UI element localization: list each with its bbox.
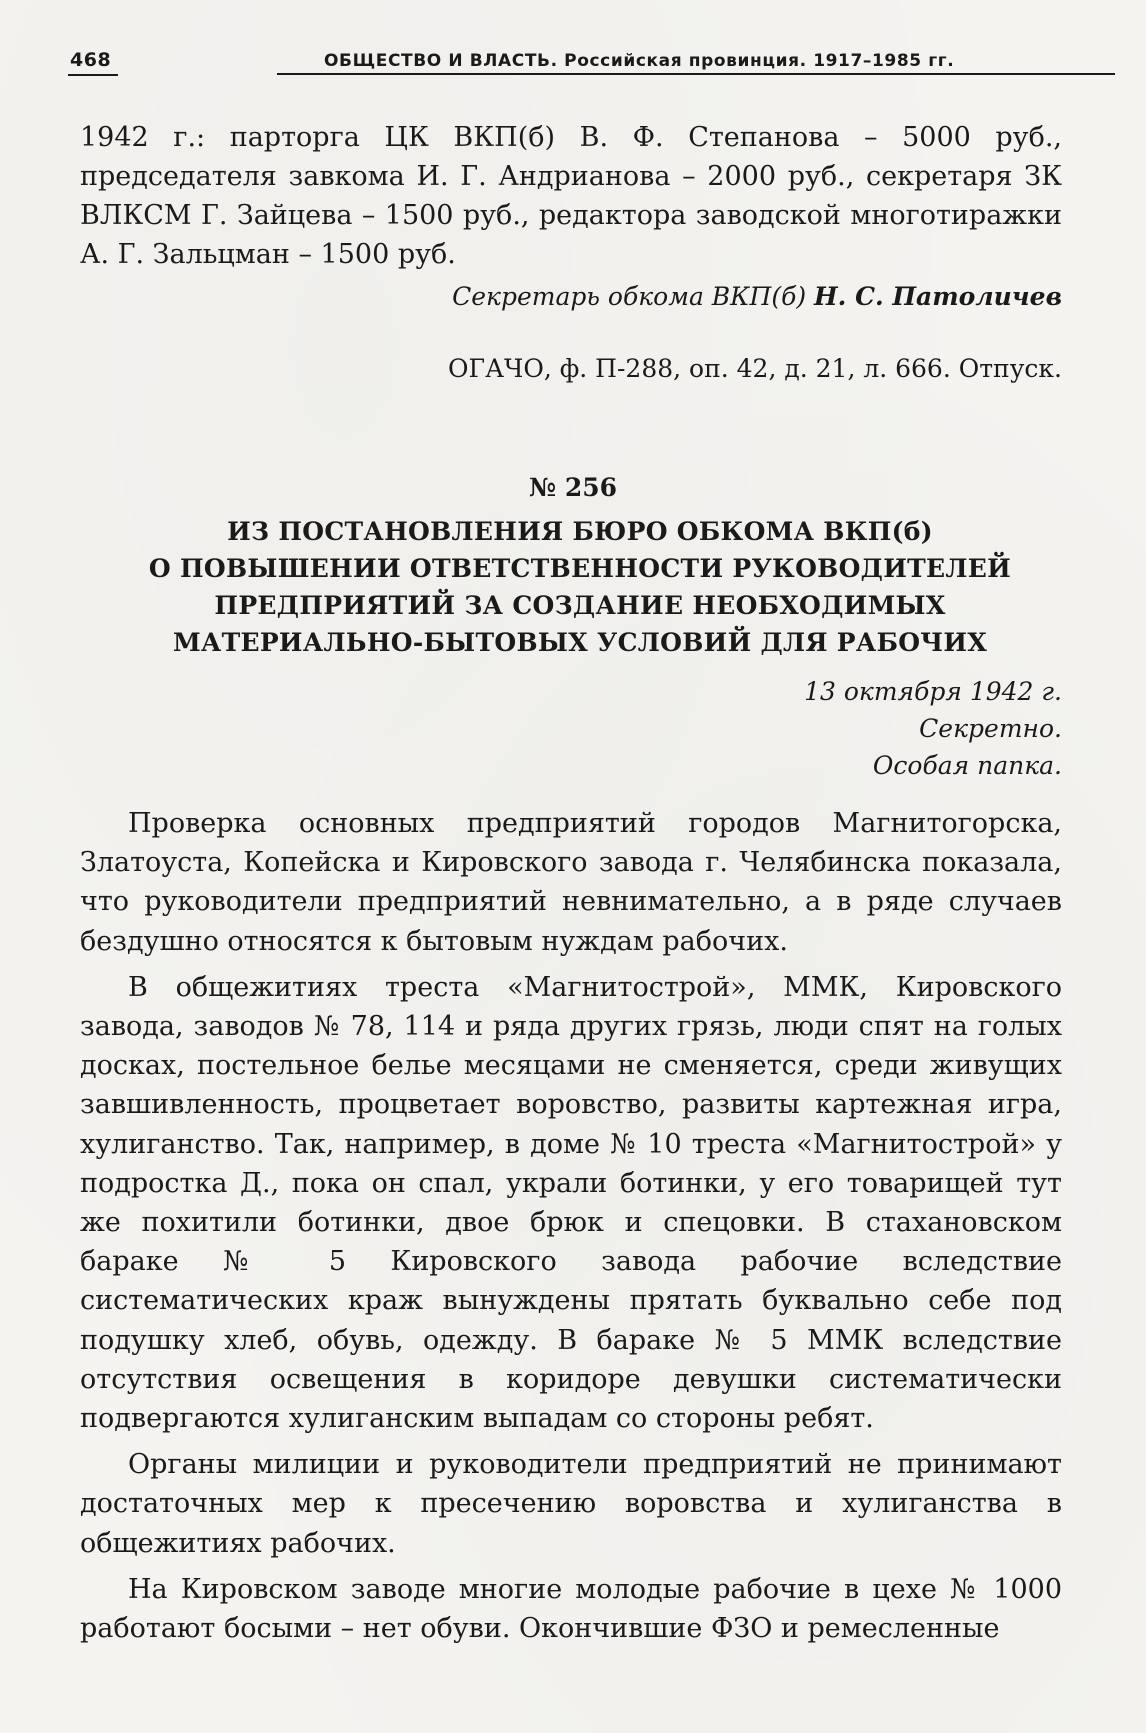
document-title-line: МАТЕРИАЛЬНО-БЫТОВЫХ УСЛОВИЙ ДЛЯ РАБОЧИХ <box>172 628 988 657</box>
continuation-paragraph: 1942 г.: парторга ЦК ВКП(б) В. Ф. Степанова – 5000 руб., председателя завкома И. Г. Андрианова – 2000 руб., секретаря ЗК ВЛКСМ Г. Зайцева – 1500 руб., редактора заводской многотиражки А. Г. Зальцман – 1500 руб. <box>80 122 1062 270</box>
signature <box>452 282 1062 311</box>
header-rule <box>277 73 1115 75</box>
document-title-line: О ПОВЫШЕНИИ ОТВЕТСТВЕННОСТИ РУКОВОДИТЕЛЕЙ <box>148 554 1012 583</box>
document-body <box>80 804 1062 1648</box>
page-header <box>62 45 1062 79</box>
body-paragraph: Органы милиции и руководители предприятий не принимают достаточных мер к пресечению воровства и хулиганства в общежитиях рабочих. <box>80 1449 1062 1559</box>
document-folder: Особая папка. <box>872 751 1062 780</box>
document-title-line: ПРЕДПРИЯТИЙ ЗА СОЗДАНИЕ НЕОБХОДИМЫХ <box>214 591 946 620</box>
signature-role: Секретарь обкома ВКП(б) <box>452 282 807 311</box>
body-paragraph: Проверка основных предприятий городов Магнитогорска, Златоуста, Копейска и Кировского завода г. Челябинска показала, что руководители предприятий невнимательно, а в ряде случаев бездушно относятся к бытовым нуждам рабочих. <box>80 808 1062 957</box>
document-number: № 256 <box>528 473 618 502</box>
running-head: ОБЩЕСТВО И ВЛАСТЬ. Российская провинция. 1917–1985 гг. <box>324 51 955 71</box>
body-paragraph: В общежитиях треста «Магнитострой», ММК, Кировского завода, заводов № 78, 114 и ряда других грязь, люди спят на голых досках, постельное белье месяцами не сменяется, среди живущих завшивленность, процветает воровство, развиты картежная игра, хулиганство. Так, например, в доме № 10 треста «Магнитострой» у подростка Д., пока он спал, украли ботинки, у его товарищей тут же похитили ботинки, двое брюк и спецовки. В стахановском бараке № 5 Кировского завода рабочие вследствие систематических краж вынуждены прятать буквально себе под подушку хлеб, обувь, одежду. В бараке № 5 ММК вследствие отсутствия освещения в коридоре девушки систематически подвергаются хулиганским выпадам со стороны ребят. <box>80 971 1062 1435</box>
page-number-underline <box>68 74 118 76</box>
document-date: 13 октября 1942 г. <box>804 677 1062 706</box>
document-title <box>110 513 1050 661</box>
archive-reference: ОГАЧО, ф. П-288, оп. 42, д. 21, л. 666. Отпуск. <box>448 354 1062 383</box>
document-classification: Секретно. <box>919 714 1062 743</box>
document-title-line: ИЗ ПОСТАНОВЛЕНИЯ БЮРО ОБКОМА ВКП(б) <box>227 517 933 546</box>
page-number: 468 <box>70 49 112 71</box>
signature-name: Н. С. Патоличев <box>814 282 1062 311</box>
body-paragraph: На Кировском заводе многие молодые рабочие в цехе № 1000 работают босыми – нет обуви. Окончившие ФЗО и ремесленные <box>80 1573 1062 1645</box>
